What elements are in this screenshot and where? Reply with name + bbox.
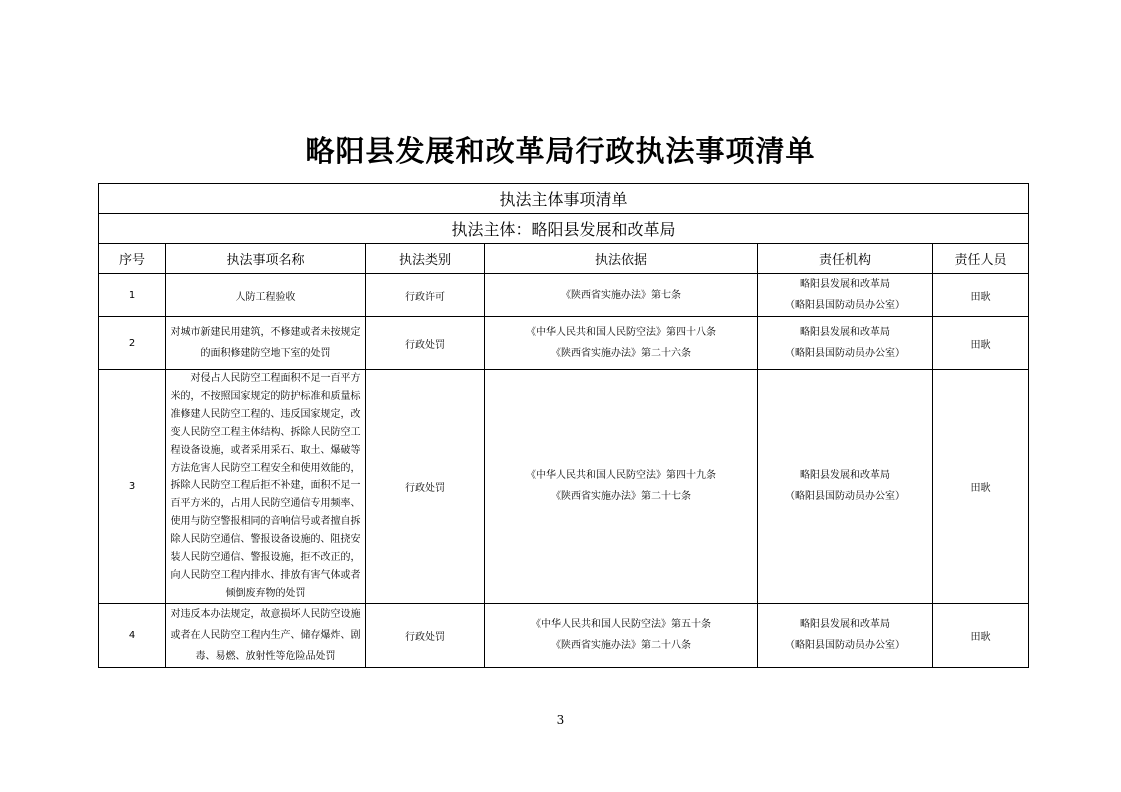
cell-agency: [758, 370, 933, 604]
cell-person: 田耿: [933, 317, 1029, 370]
basis-line: 《陕西省实施办法》第二十六条: [551, 348, 691, 359]
basis-line: 《中华人民共和国人民防空法》第四十九条: [526, 470, 716, 482]
cell-item-name: 对侵占人民防空工程面积不足一百平方米的，不按照国家规定的防护标准和质量标准修建人民防空工程的、违反国家规定，改变人民防空工程主体结构、拆除人民防空工程设备设施，或者采用采石、取土、爆破等方法危害人民防空工程安全和使用效能的，拆除人民防空工程后拒不补建，面积不足一百平方米的，占用人民防空通信专用频率、使用与防空警报相同的音响信号或者擅自拆除人民防空通信、警报设备设施的、阻挠安装人民防空通信、警报设施，拒不改正的，向人民防空工程内排水、排放有害气体或者倾倒废弃物的处罚: [166, 370, 366, 604]
cell-agency: [758, 603, 933, 667]
enforcement-items-table: [98, 183, 1029, 668]
column-header-item-name: 执法事项名称: [166, 244, 366, 274]
cell-category: 行政许可: [366, 274, 485, 317]
cell-basis: [485, 370, 758, 604]
cell-basis: [485, 603, 758, 667]
cell-person: 田耿: [933, 370, 1029, 604]
cell-category: 行政处罚: [366, 317, 485, 370]
column-header-person: 责任人员: [933, 244, 1029, 274]
basis-line: 《陕西省实施办法》第二十八条: [551, 640, 691, 652]
basis-line: 《陕西省实施办法》第七条: [561, 289, 681, 301]
table-banner-enforcement-subject: 执法主体：略阳县发展和改革局: [99, 214, 1029, 244]
table-row: [99, 274, 1029, 317]
agency-line: 略阳县发展和改革局: [800, 619, 890, 631]
document-title: 略阳县发展和改革局行政执法事项清单: [305, 134, 816, 168]
agency-line: （略阳县国防动员办公室）: [785, 300, 905, 311]
cell-agency: [758, 274, 933, 317]
cell-category: 行政处罚: [366, 370, 485, 604]
agency-line: 略阳县发展和改革局: [800, 327, 890, 338]
column-header-agency: 责任机构: [758, 244, 933, 274]
agency-line: 略阳县发展和改革局: [800, 279, 890, 290]
basis-line: 《中华人民共和国人民防空法》第四十八条: [526, 327, 716, 338]
cell-item-name: 人防工程验收: [166, 274, 366, 317]
cell-seq: 1: [99, 274, 166, 317]
table-banner-list-title: 执法主体事项清单: [99, 184, 1029, 214]
column-header-basis: 执法依据: [485, 244, 758, 274]
basis-line: 《陕西省实施办法》第二十七条: [551, 491, 691, 503]
cell-seq: 3: [99, 370, 166, 604]
cell-agency: [758, 317, 933, 370]
cell-category: 行政处罚: [366, 603, 485, 667]
cell-item-name: 对城市新建民用建筑，不修建或者未按规定的面积修建防空地下室的处罚: [166, 317, 366, 370]
table-row: [99, 603, 1029, 667]
table-row: [99, 317, 1029, 370]
column-header-category: 执法类别: [366, 244, 485, 274]
cell-item-name: 对违反本办法规定，故意损坏人民防空设施或者在人民防空工程内生产、储存爆炸、剧毒、易燃、放射性等危险品处罚: [166, 603, 366, 667]
agency-line: （略阳县国防动员办公室）: [785, 491, 905, 503]
cell-seq: 2: [99, 317, 166, 370]
column-header-seq: 序号: [99, 244, 166, 274]
cell-seq: 4: [99, 603, 166, 667]
table-header-row: [99, 244, 1029, 274]
basis-line: 《中华人民共和国人民防空法》第五十条: [531, 619, 711, 631]
cell-basis: [485, 274, 758, 317]
cell-basis: [485, 317, 758, 370]
agency-line: （略阳县国防动员办公室）: [785, 348, 905, 359]
agency-line: 略阳县发展和改革局: [800, 470, 890, 482]
table-row: [99, 370, 1029, 604]
agency-line: （略阳县国防动员办公室）: [785, 640, 905, 652]
cell-person: 田耿: [933, 603, 1029, 667]
cell-person: 田耿: [933, 274, 1029, 317]
page-number: 3: [556, 713, 565, 727]
